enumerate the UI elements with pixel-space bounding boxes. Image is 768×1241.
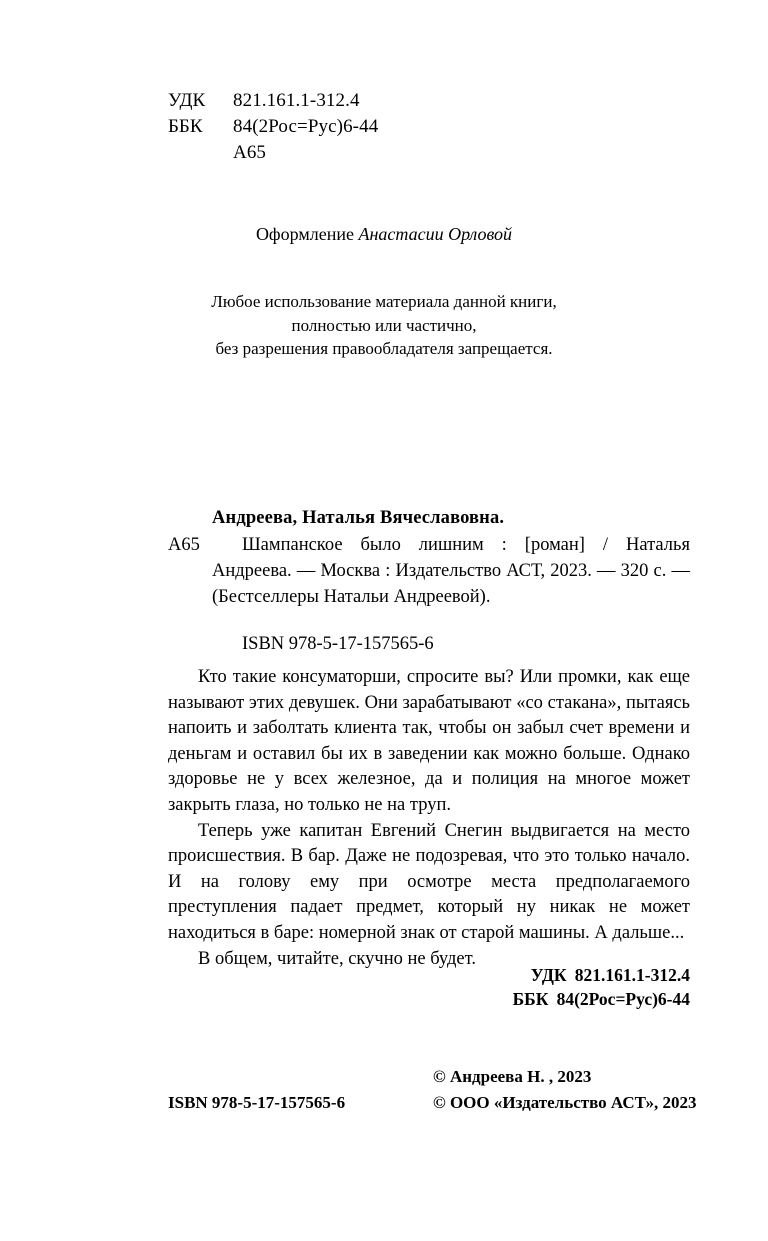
classification-repeat-row-bbk	[168, 987, 690, 1011]
classification-row-udk	[168, 88, 378, 114]
classification-block	[168, 88, 378, 166]
legal-notice-line-3: без разрешения правообладателя запрещается.	[215, 339, 553, 358]
classification-label-empty	[168, 140, 233, 166]
footer-isbn: ISBN 978-5-17-157565-6	[168, 1093, 346, 1112]
footer-copyright-block	[168, 1064, 697, 1116]
annotation-block	[168, 665, 690, 972]
classification-label-bbk: ББК	[168, 116, 203, 137]
classification-label-udk: УДК	[168, 90, 206, 111]
annotation-paragraph: Теперь уже капитан Евгений Снегин выдвигается на место происшествия. В бар. Даже не подозревая, что это только начало. И на голову ему при осмотре места предполагаемого преступления падает предмет, который ну никак не может находиться в баре: номерной знак от старой машины. А дальше...	[168, 820, 690, 943]
classification-repeat-value-udk: 821.161.1-312.4	[574, 965, 690, 985]
legal-notice-line-1: Любое использование материала данной книги,	[211, 292, 557, 311]
classification-repeat-value-bbk: 84(2Рос=Рус)6-44	[556, 989, 690, 1009]
classification-repeat-block	[168, 963, 690, 1011]
design-credit	[0, 222, 768, 246]
classification-value-udk: 821.161.1-312.4	[233, 90, 360, 111]
classification-value-bbk: 84(2Рос=Рус)6-44	[233, 116, 379, 137]
copyright-publisher: © ООО «Издательство АСТ», 2023	[433, 1093, 697, 1112]
footer-row-author	[168, 1064, 690, 1090]
biblio-author-heading: Андреева, Наталья Вячеславовна.	[212, 508, 505, 528]
biblio-isbn: ISBN 978-5-17-157565-6	[242, 634, 434, 654]
design-credit-name: Анастасии Орловой	[358, 224, 513, 244]
footer-row-publisher	[168, 1090, 697, 1116]
classification-repeat-row-udk	[168, 963, 690, 987]
bibliographic-record	[168, 505, 690, 657]
classification-repeat-label-udk: УДК	[530, 965, 567, 985]
legal-notice	[0, 290, 768, 361]
classification-row-bbk	[168, 114, 378, 140]
biblio-author-code: А65	[168, 535, 200, 555]
classification-value-author-code: А65	[233, 142, 267, 163]
legal-notice-line-2: полностью или частично,	[291, 315, 477, 335]
biblio-description: Шампанское было лишним : [роман] / Наталья Андреева. — Москва : Издательство АСТ, 2023. — 320 с. — (Бестселлеры Натальи Андреевой).	[212, 535, 690, 607]
biblio-body	[168, 532, 690, 610]
annotation-paragraph: Кто такие консуматорши, спросите вы? Или промки, как еще называют этих девушек. Они зарабатывают «со стакана», пытаясь напоить и заболтать клиента так, чтобы он забыл счет времени и деньгам и оставил бы их в заведении как можно больше. Однако здоровье не у всех железное, да и полиция на многое может закрыть глаза, но только не на труп.	[168, 667, 690, 815]
design-credit-prefix: Оформление	[255, 224, 359, 244]
copyright-author: © Андреева Н. , 2023	[433, 1067, 592, 1086]
classification-repeat-label-bbk: ББК	[512, 989, 549, 1009]
classification-row-author-code	[168, 140, 378, 166]
annotation-paragraph: В общем, читайте, скучно не будет.	[198, 948, 476, 969]
